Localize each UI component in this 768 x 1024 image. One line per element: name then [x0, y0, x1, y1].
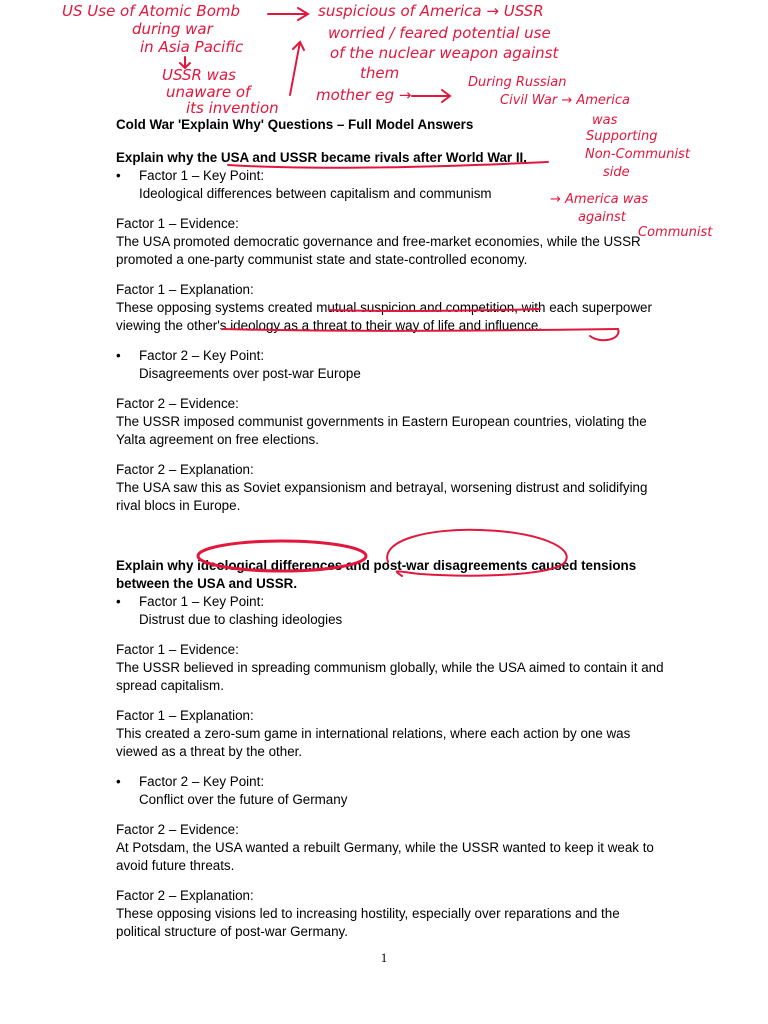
key-point-label: Factor 1 – Key Point: — [139, 168, 265, 183]
key-point-bullet — [116, 773, 666, 809]
annotation-right-8: against — [578, 210, 626, 225]
evidence-text: At Potsdam, the USA wanted a rebuilt Germany, while the USSR wanted to keep it weak to avoid future threats. — [116, 840, 654, 873]
question-heading: Explain why the USA and USSR became rivals after World War II. — [116, 150, 528, 165]
key-point-label: Factor 1 – Key Point: — [139, 594, 265, 609]
annotation-top-left-5: unaware of — [166, 83, 251, 101]
annotation-right-7: → America was — [550, 192, 649, 207]
bullet-icon: • — [116, 168, 121, 183]
explanation-text: These opposing visions led to increasing hostility, especially over reparations and the political structure of post-war Germany. — [116, 906, 620, 939]
arrow-right-icon — [268, 8, 308, 20]
annotation-mother-eg: mother eg → — [316, 86, 412, 104]
arrow-down-icon — [180, 57, 190, 68]
key-point-text: Distrust due to clashing ideologies — [139, 612, 343, 627]
question-2 — [116, 557, 666, 941]
explanation-text: The USA saw this as Soviet expansionism and betrayal, worsening distrust and solidifying rival blocs in Europe. — [116, 480, 648, 513]
annotation-top-left-4: USSR was — [162, 66, 236, 84]
annotation-top-right-2: worried / feared potential use — [328, 24, 551, 42]
key-point-label: Factor 2 – Key Point: — [139, 348, 265, 363]
evidence-block — [116, 641, 666, 695]
annotation-top-right-3: of the nuclear weapon against — [330, 44, 559, 62]
evidence-text: The USSR believed in spreading communism globally, while the USA aimed to contain it and spread capitalism. — [116, 660, 664, 693]
bullet-icon: • — [116, 348, 121, 363]
explanation-block — [116, 887, 666, 941]
annotation-top-left-2: during war — [132, 20, 213, 38]
annotation-right-9: Communist — [638, 225, 713, 240]
annotation-right-6: side — [603, 165, 630, 180]
annotation-top-right-1: suspicious of America → USSR — [318, 2, 544, 20]
document-title: Cold War 'Explain Why' Questions – Full Model Answers — [116, 117, 474, 132]
question-1 — [116, 149, 666, 515]
explanation-block — [116, 281, 666, 335]
evidence-label: Factor 1 – Evidence: — [116, 216, 239, 231]
key-point-bullet — [116, 167, 666, 203]
evidence-block — [116, 821, 666, 875]
key-point-bullet — [116, 347, 666, 383]
explanation-text: This created a zero-sum game in international relations, where each action by one was viewed as a threat by the other. — [116, 726, 631, 759]
explanation-label: Factor 1 – Explanation: — [116, 282, 254, 297]
explanation-text: These opposing systems created mutual suspicion and competition, with each superpower viewing the other's ideology as a threat to their way of life and influence. — [116, 300, 652, 333]
annotation-right-4: Supporting — [586, 129, 658, 144]
explanation-label: Factor 2 – Explanation: — [116, 462, 254, 477]
key-point-text: Disagreements over post-war Europe — [139, 366, 361, 381]
explanation-label: Factor 2 – Explanation: — [116, 888, 254, 903]
explanation-block — [116, 461, 666, 515]
explanation-block — [116, 707, 666, 761]
annotation-right-5: Non-Communist — [585, 147, 690, 162]
bullet-icon: • — [116, 774, 121, 789]
key-point-text: Conflict over the future of Germany — [139, 792, 348, 807]
key-point-text: Ideological differences between capitalism and communism — [139, 186, 492, 201]
arrow-up-icon — [290, 42, 304, 95]
bullet-icon: • — [116, 594, 121, 609]
annotation-top-right-4: them — [360, 64, 400, 82]
page-number: 1 — [380, 950, 388, 965]
annotation-top-left-3: in Asia Pacific — [140, 38, 244, 56]
annotation-top-left-1: US Use of Atomic Bomb — [62, 2, 241, 20]
evidence-text: The USSR imposed communist governments in Eastern European countries, violating the Yalta agreement on free elections. — [116, 414, 647, 447]
explanation-label: Factor 1 – Explanation: — [116, 708, 254, 723]
evidence-block — [116, 395, 666, 449]
annotation-right-2: Civil War → America — [500, 93, 630, 108]
annotation-right-1: During Russian — [468, 75, 567, 90]
annotation-top-left-6: its invention — [186, 99, 279, 117]
arrow-right-icon — [412, 90, 450, 102]
key-point-label: Factor 2 – Key Point: — [139, 774, 265, 789]
evidence-label: Factor 2 – Evidence: — [116, 396, 239, 411]
evidence-label: Factor 2 – Evidence: — [116, 822, 239, 837]
evidence-text: The USA promoted democratic governance and free-market economies, while the USSR promoted a one-party communist state and state-controlled economy. — [116, 234, 641, 267]
question-heading: Explain why ideological differences and post-war disagreements caused tensions between the USA and USSR. — [116, 558, 637, 591]
evidence-label: Factor 1 – Evidence: — [116, 642, 239, 657]
evidence-block — [116, 215, 666, 269]
document-body — [116, 116, 666, 941]
key-point-bullet — [116, 593, 666, 629]
annotation-right-3: was — [592, 113, 618, 128]
